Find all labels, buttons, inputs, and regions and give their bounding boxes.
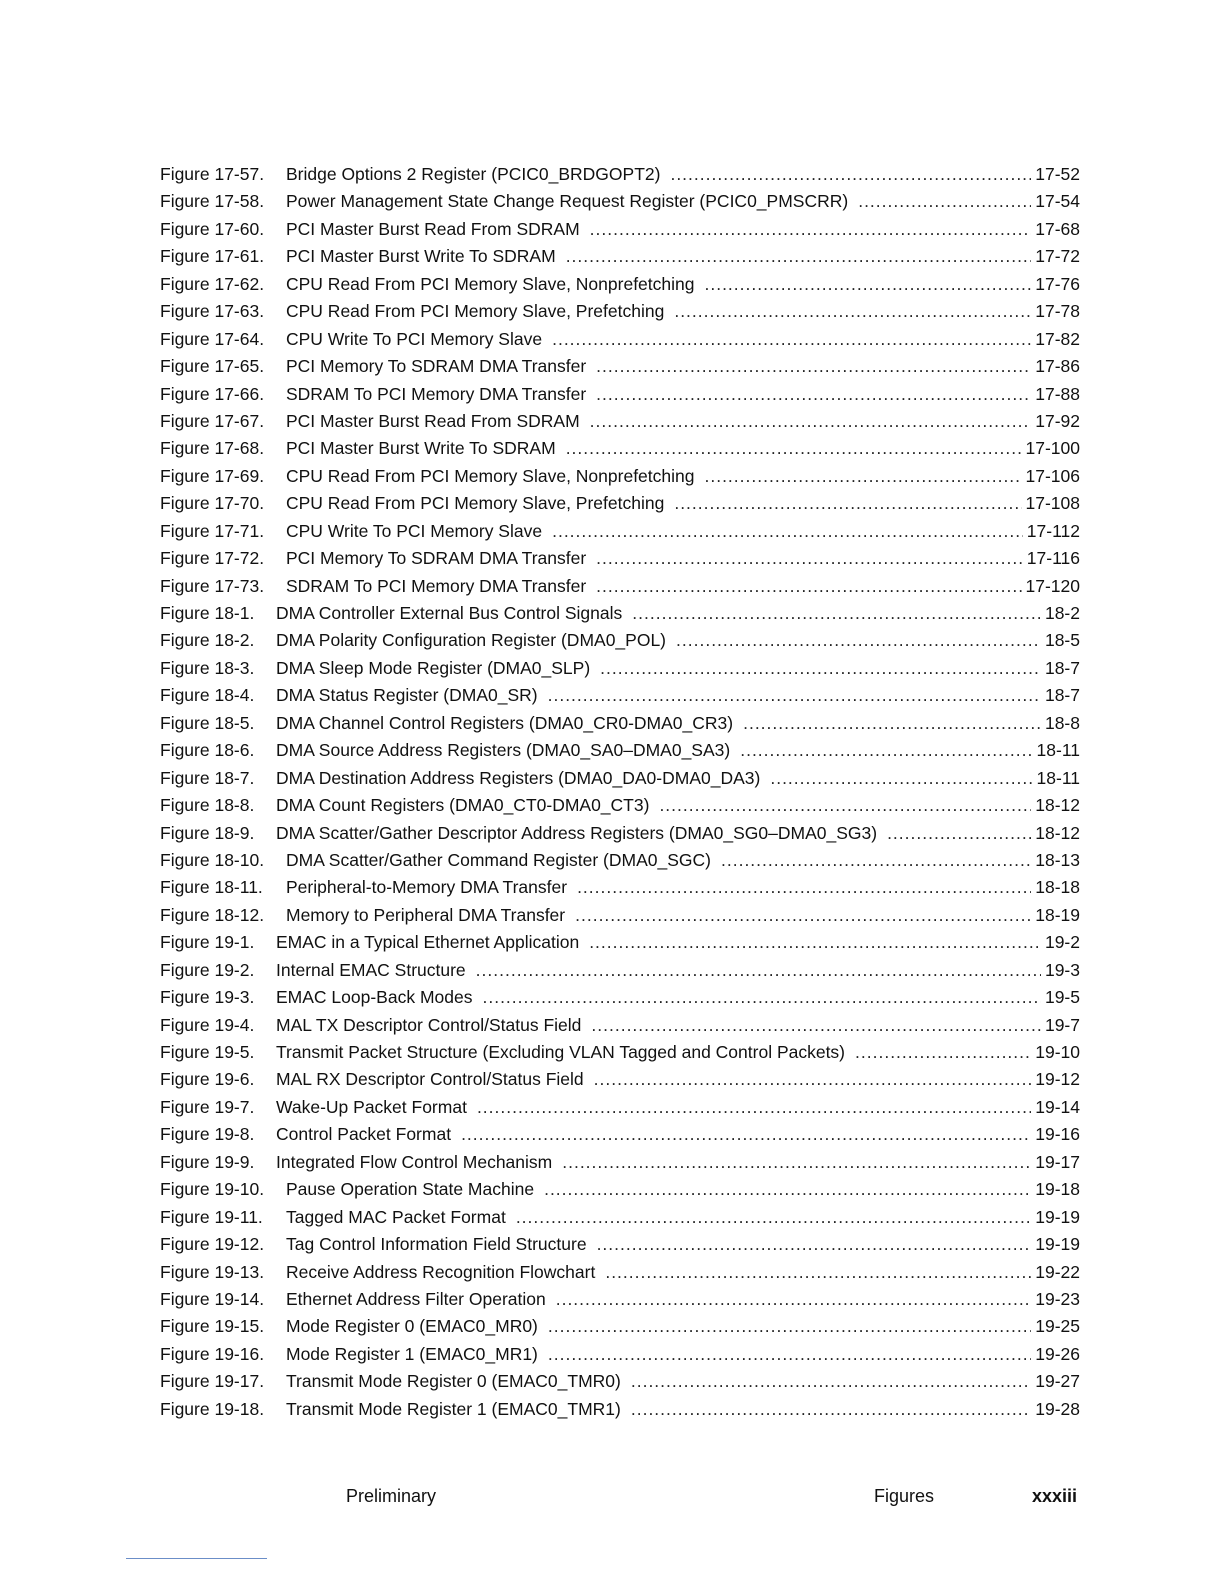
figure-title: Transmit Packet Structure (Excluding VLAN Tagged and Control Packets) [276,1042,846,1062]
figure-label: Figure 19-2. [160,959,255,980]
dot-leader [548,1313,1031,1340]
figure-title: DMA Destination Address Registers (DMA0_DA0-DMA0_DA3) [276,767,761,788]
toc-entry [160,1286,1080,1313]
figure-label: Figure 18-11. [160,877,263,898]
dot-leader [548,682,1041,709]
page-number: 17-100 [1025,438,1080,459]
page-number: 19-2 [1044,932,1080,953]
page-number: 19-22 [1035,1261,1080,1282]
toc-entry [160,271,1080,298]
dot-leader [562,1149,1031,1176]
figure-label: Figure 19-6. [160,1069,255,1090]
figure-label: Figure 17-68. [160,438,265,459]
dot-leader [670,161,1031,188]
figure-label: Figure 19-5. [160,1042,255,1062]
toc-entry [160,655,1080,682]
dot-leader [590,216,1032,243]
dot-leader [743,710,1041,737]
figure-label: Figure 17-63. [160,301,265,322]
figure-label: Figure 17-73. [160,575,265,596]
figure-title: DMA Count Registers (DMA0_CT0-DMA0_CT3) [276,795,650,816]
figure-title: DMA Controller External Bus Control Signals [276,603,623,623]
figure-title: PCI Memory To SDRAM DMA Transfer [286,356,587,377]
dot-leader [632,600,1041,627]
toc-entry [160,1204,1080,1231]
toc-entry [160,600,1080,627]
dot-leader [674,490,1021,517]
dot-leader [887,820,1031,847]
figure-title: Pause Operation State Machine [286,1179,535,1200]
page-number: 17-76 [1035,273,1080,294]
figure-label: Figure 18-9. [160,822,255,843]
footer-section: Figures [874,1486,935,1506]
figure-title: CPU Read From PCI Memory Slave, Nonprefetching [286,273,695,294]
toc-entry [160,1259,1080,1286]
figure-label: Figure 17-69. [160,465,265,486]
dot-leader [721,847,1031,874]
footer-status: Preliminary [346,1486,437,1506]
figure-title: DMA Channel Control Registers (DMA0_CR0-DMA0_CR3) [276,712,734,733]
figure-label: Figure 19-4. [160,1014,255,1035]
dot-leader [631,1368,1031,1395]
dot-leader [552,518,1023,545]
figure-title: Memory to Peripheral DMA Transfer [286,904,566,925]
page-number: 18-7 [1044,685,1080,706]
page-number: 17-68 [1035,218,1080,239]
figure-label: Figure 17-60. [160,218,265,239]
figure-title: Transmit Mode Register 1 (EMAC0_TMR1) [286,1398,621,1419]
figure-label: Figure 19-8. [160,1124,255,1145]
page-number: 18-5 [1044,630,1080,651]
figure-title: CPU Read From PCI Memory Slave, Prefetching [286,493,665,514]
toc-entry [160,1231,1080,1258]
footer-page-number: xxxiii [1032,1486,1078,1506]
page-number: 17-86 [1035,356,1080,377]
page-number: 18-18 [1035,877,1080,898]
toc-entry [160,463,1080,490]
page-number: 17-116 [1026,548,1080,569]
page-number: 17-88 [1035,383,1080,404]
figure-title: Power Management State Change Request Register (PCIC0_PMSCRR) [286,191,849,212]
toc-entry [160,957,1080,984]
figure-label: Figure 18-3. [160,657,255,678]
toc-entry [160,545,1080,572]
figure-label: Figure 19-14. [160,1288,265,1309]
dot-leader [594,1066,1032,1093]
dot-leader [577,874,1031,901]
dot-leader [591,1012,1041,1039]
page-number: 19-14 [1035,1096,1080,1117]
toc-entry [160,902,1080,929]
figure-title: DMA Scatter/Gather Command Register (DMA0_SGC) [286,849,711,870]
page-number: 17-72 [1035,246,1080,267]
toc-entry [160,710,1080,737]
dot-leader [476,957,1041,984]
figure-title: CPU Write To PCI Memory Slave [286,520,543,541]
dot-leader [575,902,1031,929]
toc-entry [160,1341,1080,1368]
toc-entry [160,682,1080,709]
dot-leader [600,655,1041,682]
figure-label: Figure 18-7. [160,767,255,788]
figure-label: Figure 18-6. [160,740,255,761]
toc-entry [160,435,1080,462]
figure-label: Figure 17-62. [160,273,265,294]
figure-label: Figure 19-7. [160,1096,255,1117]
figure-label: Figure 18-1. [160,603,255,623]
figure-label: Figure 17-72. [160,548,265,569]
figure-title: Transmit Mode Register 0 (EMAC0_TMR0) [286,1371,621,1392]
dot-leader [596,545,1023,572]
toc-entry [160,216,1080,243]
page-number: 17-78 [1035,301,1080,322]
figure-label: Figure 19-15. [160,1316,265,1337]
toc-entry [160,1176,1080,1203]
figure-title: Mode Register 1 (EMAC0_MR1) [286,1343,538,1364]
page-number: 17-108 [1025,493,1080,514]
figure-title: Control Packet Format [276,1124,452,1145]
figure-label: Figure 17-67. [160,410,265,431]
figure-title: Bridge Options 2 Register (PCIC0_BRDGOPT2) [286,164,661,184]
toc-entry [160,1396,1080,1423]
figure-title: PCI Master Burst Write To SDRAM [286,246,556,267]
toc-entry [160,765,1080,792]
page-number: 18-11 [1036,740,1080,761]
figure-label: Figure 19-18. [160,1398,265,1419]
dot-leader [597,1231,1032,1258]
page-number: 17-82 [1035,328,1080,349]
bottom-rule [126,1558,267,1559]
page-number: 19-10 [1035,1042,1080,1062]
page-number: 19-17 [1035,1151,1080,1172]
toc-entry [160,326,1080,353]
dot-leader [596,353,1031,380]
figure-label: Figure 19-11. [160,1206,263,1227]
toc-entry [160,984,1080,1011]
page-number: 18-19 [1035,904,1080,925]
figure-title: Ethernet Address Filter Operation [286,1288,546,1309]
figure-label: Figure 19-16. [160,1343,265,1364]
dot-leader [770,765,1032,792]
figure-label: Figure 18-12. [160,904,265,925]
dot-leader [659,792,1031,819]
figure-title: CPU Write To PCI Memory Slave [286,328,543,349]
figure-title: Peripheral-to-Memory DMA Transfer [286,877,568,898]
figure-title: Mode Register 0 (EMAC0_MR0) [286,1316,538,1337]
figure-label: Figure 18-2. [160,630,255,651]
toc-entry [160,874,1080,901]
dot-leader [516,1204,1031,1231]
figure-title: Integrated Flow Control Mechanism [276,1151,553,1172]
figure-title: DMA Scatter/Gather Descriptor Address Registers (DMA0_SG0–DMA0_SG3) [276,822,878,843]
figure-label: Figure 17-61. [160,246,265,267]
page-number: 19-5 [1044,987,1080,1008]
page-number: 19-19 [1035,1234,1080,1255]
page-number: 19-3 [1044,959,1080,980]
page-number: 18-11 [1036,767,1080,788]
figure-title: CPU Read From PCI Memory Slave, Nonprefetching [286,465,695,486]
page-number: 19-19 [1035,1206,1080,1227]
figure-label: Figure 19-9. [160,1151,255,1172]
page-number: 19-12 [1035,1069,1080,1090]
figure-label: Figure 18-8. [160,795,255,816]
page-number: 18-13 [1035,849,1080,870]
page-number: 17-106 [1025,465,1080,486]
figure-label: Figure 17-64. [160,328,265,349]
figure-label: Figure 18-4. [160,685,255,706]
toc-entry [160,188,1080,215]
dot-leader [566,243,1032,270]
page-number: 17-52 [1035,164,1080,184]
toc-entry [160,490,1080,517]
figure-title: DMA Polarity Configuration Register (DMA0_POL) [276,630,667,651]
page-number: 18-12 [1035,822,1080,843]
toc-entry [160,737,1080,764]
toc-entry [160,573,1080,600]
figure-label: Figure 17-58. [160,191,265,212]
dot-leader [477,1094,1031,1121]
figure-label: Figure 17-65. [160,356,265,377]
dot-leader [589,929,1041,956]
dot-leader [596,381,1031,408]
toc-entry [160,929,1080,956]
figure-title: SDRAM To PCI Memory DMA Transfer [286,383,587,404]
toc-entry [160,1313,1080,1340]
page-number: 17-92 [1035,410,1080,431]
figure-title: MAL RX Descriptor Control/Status Field [276,1069,584,1090]
dot-leader [631,1396,1031,1423]
page-number: 19-16 [1035,1124,1080,1145]
dot-leader [674,298,1031,325]
dot-leader [676,627,1041,654]
dot-leader [605,1259,1031,1286]
figure-title: PCI Master Burst Write To SDRAM [286,438,556,459]
figure-title: Internal EMAC Structure [276,959,466,980]
toc-entry [160,847,1080,874]
figure-title: CPU Read From PCI Memory Slave, Prefetching [286,301,665,322]
figure-title: PCI Memory To SDRAM DMA Transfer [286,548,587,569]
figure-title: Receive Address Recognition Flowchart [286,1261,596,1282]
figure-title: DMA Status Register (DMA0_SR) [276,685,538,706]
dot-leader [544,1176,1031,1203]
figure-title: PCI Master Burst Read From SDRAM [286,218,580,239]
page-number: 18-7 [1044,657,1080,678]
page-number: 17-54 [1035,191,1080,212]
figure-title: DMA Sleep Mode Register (DMA0_SLP) [276,657,591,678]
figure-label: Figure 17-57. [160,164,265,184]
toc-entry [160,1012,1080,1039]
toc-entry [160,1121,1080,1148]
figure-label: Figure 19-13. [160,1261,265,1282]
figure-title: PCI Master Burst Read From SDRAM [286,410,580,431]
page-number: 17-120 [1025,575,1080,596]
toc-entry [160,161,1080,188]
page-number: 19-27 [1035,1371,1080,1392]
page-number: 18-8 [1044,712,1080,733]
figure-label: Figure 19-10. [160,1179,265,1200]
dot-leader [740,737,1032,764]
figure-title: Tag Control Information Field Structure [286,1234,587,1255]
figure-title: MAL TX Descriptor Control/Status Field [276,1014,582,1035]
toc-entry [160,408,1080,435]
dot-leader [596,573,1021,600]
dot-leader [552,326,1031,353]
toc-entry [160,1066,1080,1093]
dot-leader [482,984,1040,1011]
page-number: 19-26 [1035,1343,1080,1364]
page-number: 19-18 [1035,1179,1080,1200]
toc-entry [160,1368,1080,1395]
dot-leader [858,188,1031,215]
figure-label: Figure 19-12. [160,1234,265,1255]
toc-entry [160,298,1080,325]
toc-entry [160,792,1080,819]
toc-entry [160,627,1080,654]
figure-label: Figure 19-1. [160,932,255,953]
dot-leader [590,408,1032,435]
figure-label: Figure 17-70. [160,493,265,514]
figure-list [160,161,1080,1423]
page-number: 19-28 [1035,1398,1080,1419]
dot-leader [704,463,1021,490]
figure-title: Tagged MAC Packet Format [286,1206,506,1227]
dot-leader [548,1341,1031,1368]
dot-leader [461,1121,1031,1148]
page-number: 18-2 [1044,603,1080,623]
figure-label: Figure 19-3. [160,987,255,1008]
toc-entry [160,1094,1080,1121]
page-number: 19-7 [1044,1014,1080,1035]
toc-entry [160,518,1080,545]
figure-title: SDRAM To PCI Memory DMA Transfer [286,575,587,596]
figure-label: Figure 18-10. [160,849,265,870]
toc-entry [160,353,1080,380]
dot-leader [855,1039,1031,1066]
page-number: 17-112 [1026,520,1080,541]
toc-entry [160,243,1080,270]
page-number: 19-25 [1035,1316,1080,1337]
toc-entry [160,1039,1080,1066]
page-footer [0,1486,1224,1512]
page-number: 19-23 [1035,1288,1080,1309]
figure-title: EMAC Loop-Back Modes [276,987,473,1008]
figure-label: Figure 19-17. [160,1371,265,1392]
toc-entry [160,1149,1080,1176]
dot-leader [566,435,1022,462]
page-number: 18-12 [1035,795,1080,816]
toc-entry [160,381,1080,408]
dot-leader [704,271,1031,298]
figure-title: DMA Source Address Registers (DMA0_SA0–DMA0_SA3) [276,740,731,761]
figure-title: Wake-Up Packet Format [276,1096,467,1117]
figure-title: EMAC in a Typical Ethernet Application [276,932,580,953]
toc-entry [160,820,1080,847]
figure-label: Figure 17-71. [160,520,265,541]
dot-leader [556,1286,1032,1313]
figure-label: Figure 17-66. [160,383,265,404]
figure-label: Figure 18-5. [160,712,255,733]
